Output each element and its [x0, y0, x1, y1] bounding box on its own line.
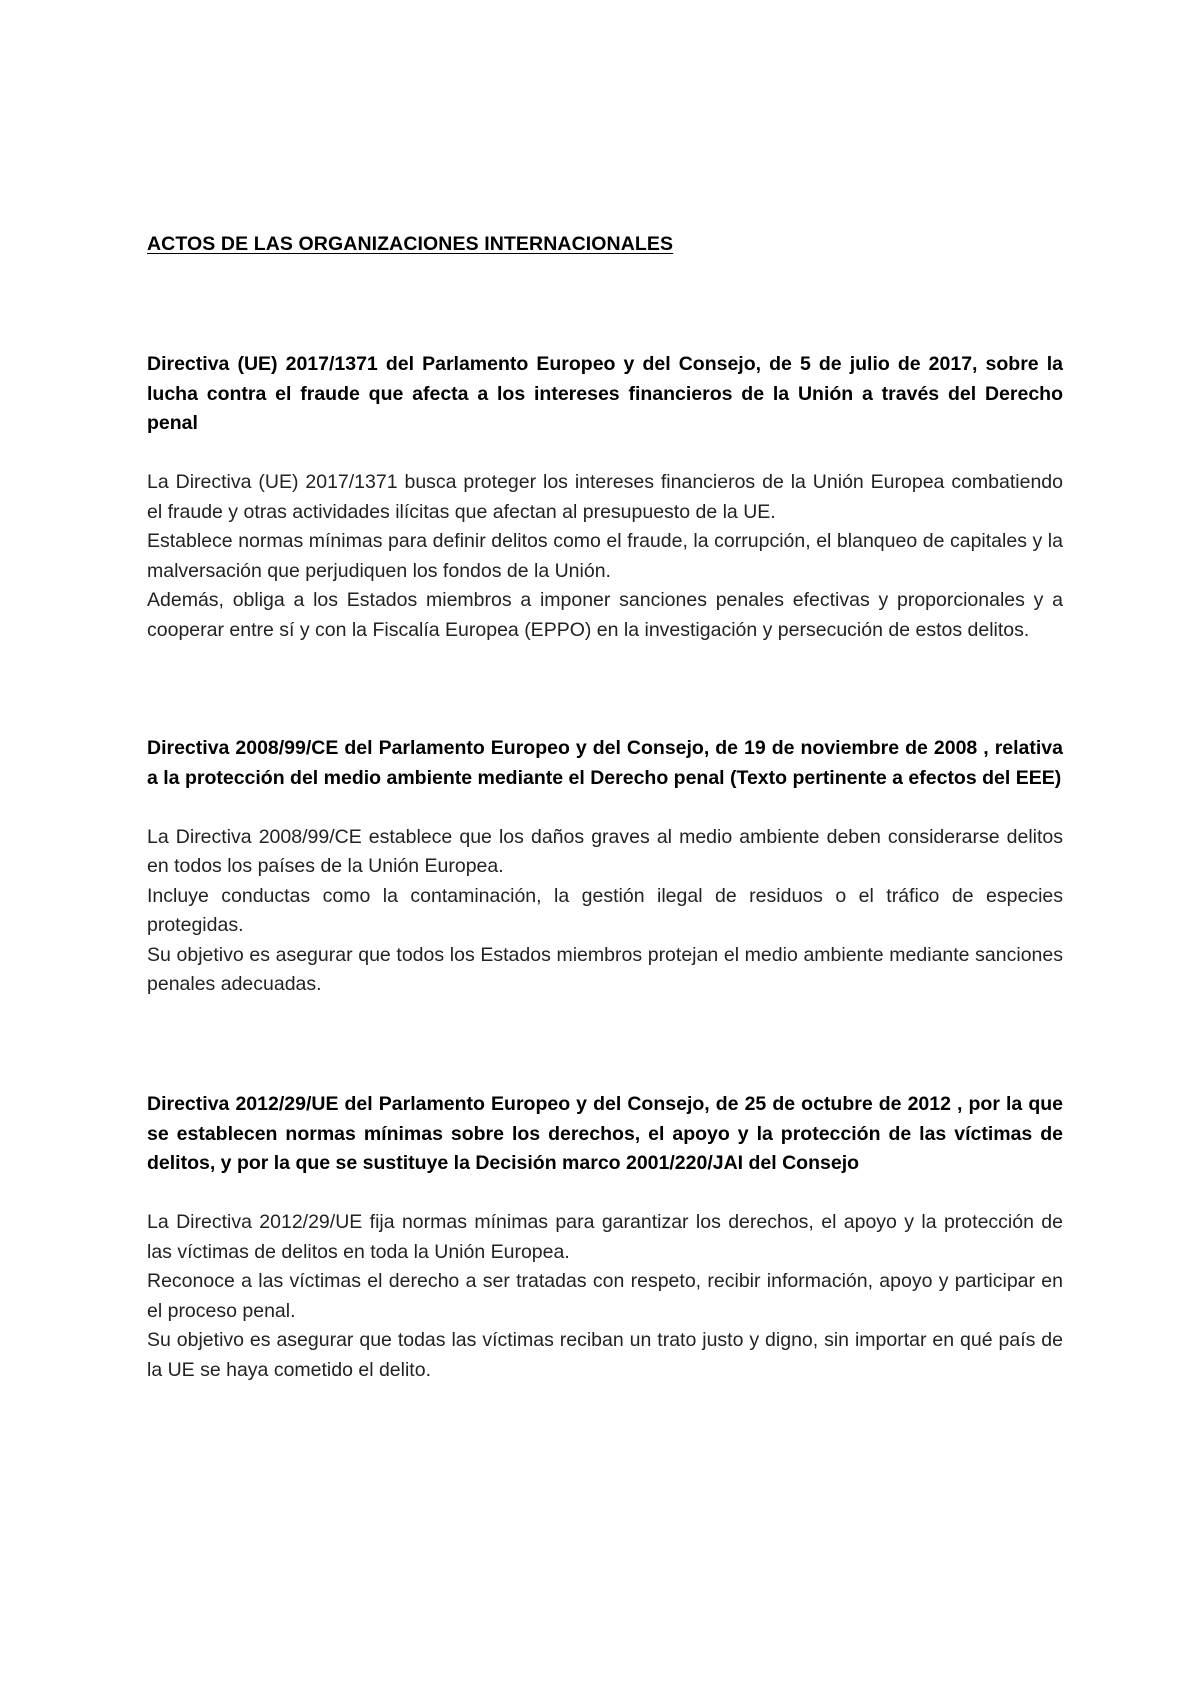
section-paragraph: Establece normas mínimas para definir delitos como el fraude, la corrupción, el blanqueo de capitales y la malversación que perjudiquen los fondos de la Unión.: [147, 530, 1063, 582]
section-heading: Directiva 2008/99/CE del Parlamento Europeo y del Consejo, de 19 de noviembre de 2008 , relativa a la protección del medio ambiente mediante el Derecho penal (Texto pertinente a efectos del EEE): [147, 737, 1063, 789]
section-heading: Directiva 2012/29/UE del Parlamento Europeo y del Consejo, de 25 de octubre de 2012 , por la que se establecen normas mínimas sobre los derechos, el apoyo y la protección de las víctimas de delitos, y por la que se sustituye la Decisión marco 2001/220/JAI del Consejo: [147, 1093, 1063, 1174]
section-directive-2012-29: [147, 1090, 1063, 1385]
section-paragraph: Reconoce a las víctimas el derecho a ser tratadas con respeto, recibir información, apoyo y participar en el proceso penal.: [147, 1270, 1063, 1322]
section-paragraph: La Directiva 2008/99/CE establece que los daños graves al medio ambiente deben considerarse delitos en todos los países de la Unión Europea.: [147, 825, 1063, 877]
section-body: [147, 1208, 1063, 1385]
section-paragraph: Además, obliga a los Estados miembros a imponer sanciones penales efectivas y proporcionales y a cooperar entre sí y con la Fiscalía Europea (EPPO) en la investigación y persecución de estos delitos.: [147, 589, 1063, 641]
section-heading: Directiva (UE) 2017/1371 del Parlamento Europeo y del Consejo, de 5 de julio de 2017, sobre la lucha contra el fraude que afecta a los intereses financieros de la Unión a través del Derecho penal: [147, 353, 1063, 434]
page-title: ACTOS DE LAS ORGANIZACIONES INTERNACIONALES: [147, 233, 674, 255]
section-paragraph: Incluye conductas como la contaminación, la gestión ilegal de residuos o el tráfico de especies protegidas.: [147, 884, 1063, 936]
section-directive-2008-99: [147, 734, 1063, 1000]
section-directive-2017-1371: [147, 350, 1063, 645]
section-body: [147, 823, 1063, 1000]
section-paragraph: La Directiva (UE) 2017/1371 busca proteger los intereses financieros de la Unión Europea combatiendo el fraude y otras actividades ilícitas que afectan al presupuesto de la UE.: [147, 471, 1063, 523]
section-paragraph: Su objetivo es asegurar que todas las víctimas reciban un trato justo y digno, sin importar en qué país de la UE se haya cometido el delito.: [147, 1329, 1063, 1381]
section-paragraph: Su objetivo es asegurar que todos los Estados miembros protejan el medio ambiente mediante sanciones penales adecuadas.: [147, 943, 1063, 995]
section-body: [147, 468, 1063, 645]
section-paragraph: La Directiva 2012/29/UE fija normas mínimas para garantizar los derechos, el apoyo y la protección de las víctimas de delitos en toda la Unión Europea.: [147, 1211, 1063, 1263]
